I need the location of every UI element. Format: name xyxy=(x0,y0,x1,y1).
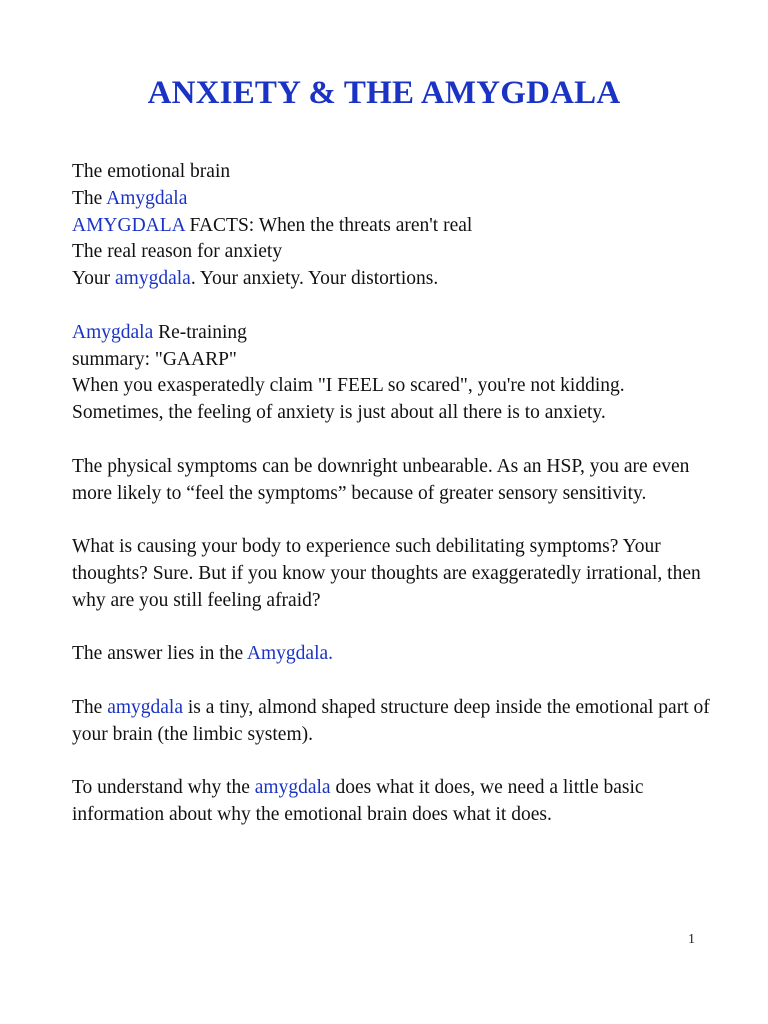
amygdala-link[interactable]: amygdala xyxy=(254,777,331,799)
paragraph-causing-symptoms: What is causing your body to experience such debilitating symptoms? Your thoughts? Sure. But if you know your thoughts are exaggeratedly irrational, then why are you still feeling afraid? xyxy=(72,536,701,611)
amygdala-link[interactable]: amygdala xyxy=(107,696,184,718)
retraining-body: When you exasperatedly claim "I FEEL so scared", you're not kidding. Sometimes, the feeling of anxiety is just about all there is to anxiety. xyxy=(72,375,625,424)
paragraph-physical-symptoms: The physical symptoms can be downright unbearable. As an HSP, you are even more likely to “feel the symptoms” because of greater sensory sensitivity. xyxy=(72,455,690,504)
intro-line-prefix: The xyxy=(72,187,107,209)
paragraph-answer xyxy=(72,641,712,668)
intro-line-distortions-text: . Your anxiety. Your distortions. xyxy=(190,268,439,290)
understand-rest: does what it does, we need a little basic information about why the emotional brain does what it does. xyxy=(72,777,644,826)
amygdala-retraining-link[interactable]: Amygdala xyxy=(72,321,154,343)
amygdala-link[interactable]: Amygdala xyxy=(106,187,188,209)
page-number: 1 xyxy=(688,932,695,947)
retraining-label: Re-training xyxy=(153,321,247,343)
paragraph-amygdala-description xyxy=(72,695,712,749)
retraining-summary: summary: "GAARP" xyxy=(72,348,237,370)
retraining-section xyxy=(72,320,712,427)
intro-line-facts-text: FACTS: When the threats aren't real xyxy=(184,214,473,236)
paragraph-understand xyxy=(72,775,712,829)
intro-line-prefix: Your xyxy=(72,268,115,290)
description-prefix: The xyxy=(72,696,108,718)
intro-line-emotional-brain: The emotional brain xyxy=(72,161,231,182)
amygdala-facts-link[interactable]: AMYGDALA xyxy=(72,214,185,236)
document-body xyxy=(72,159,712,856)
answer-prefix: The answer lies in the xyxy=(72,643,247,665)
amygdala-link[interactable]: amygdala xyxy=(115,268,191,290)
intro-lines xyxy=(72,159,712,293)
amygdala-link[interactable]: Amygdala. xyxy=(246,643,334,665)
intro-line-real-reason: The real reason for anxiety xyxy=(72,241,283,263)
description-rest: is a tiny, almond shaped structure deep inside the emotional part of your brain (the limbic system). xyxy=(72,696,710,745)
page-title: ANXIETY & THE AMYGDALA xyxy=(147,75,621,111)
understand-prefix: To understand why the xyxy=(72,777,255,799)
